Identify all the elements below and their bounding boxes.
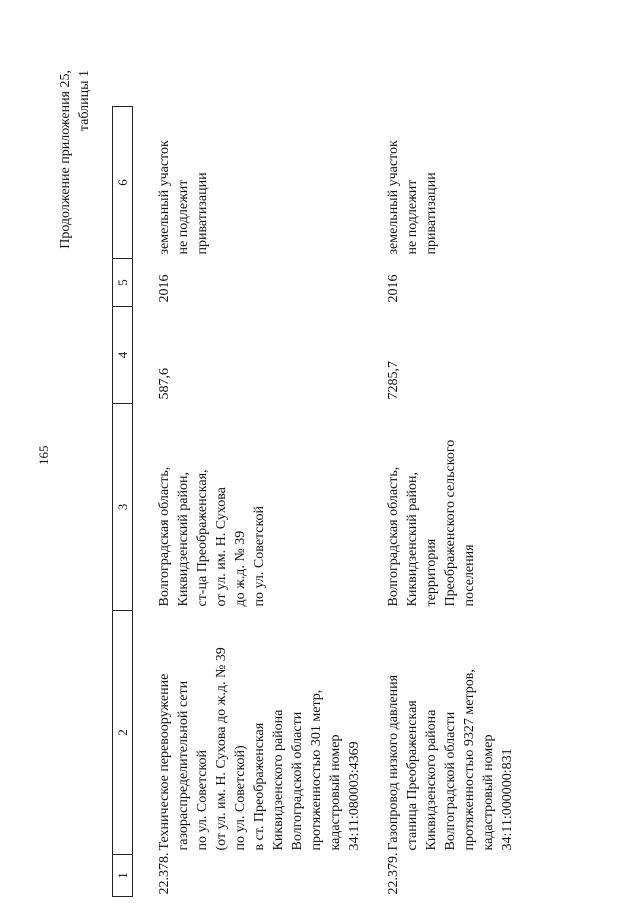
note-line: земельный участок bbox=[157, 140, 172, 255]
note-line: приватизации bbox=[424, 172, 439, 255]
object-name-line: кадастровый номер bbox=[481, 734, 496, 851]
address-line: до ж.д. № 39 bbox=[233, 530, 248, 607]
note-line: не подлежит bbox=[176, 179, 191, 255]
column-header-2: 2 bbox=[113, 611, 133, 855]
object-name-line: Киквидзенского района bbox=[271, 709, 286, 851]
table-row bbox=[364, 107, 517, 897]
address-line: Киквидзенский район, bbox=[405, 472, 420, 607]
row-number: 22.379. bbox=[386, 852, 401, 895]
object-name-line: (от ул. им. Н. Сухова до ж.д. № 39 bbox=[214, 647, 229, 851]
object-address bbox=[133, 404, 365, 611]
property-table bbox=[112, 106, 517, 897]
address-line: Преображенского сельского bbox=[443, 439, 458, 607]
object-name bbox=[133, 611, 365, 855]
object-name-line: газораспределительной сети bbox=[176, 680, 191, 851]
object-value: 7285,7 bbox=[386, 361, 401, 400]
row-number: 22.378. bbox=[157, 852, 172, 895]
object-name-line: Газопровод низкого давления bbox=[386, 674, 401, 851]
object-address bbox=[364, 404, 517, 611]
address-line: поселения bbox=[462, 544, 477, 607]
object-name-line: по ул. Советской) bbox=[233, 745, 248, 851]
object-name-line: станица Преображенская bbox=[405, 700, 420, 851]
page-number: 165 bbox=[36, 445, 51, 465]
column-header-4: 4 bbox=[113, 307, 133, 404]
object-note bbox=[364, 107, 517, 259]
continuation-line-2: таблицы 1 bbox=[77, 70, 92, 132]
object-name-line: кадастровый номер bbox=[328, 734, 343, 851]
object-name-line: Киквидзенского района bbox=[424, 709, 439, 851]
object-value: 587,6 bbox=[157, 368, 172, 400]
object-name-line: Техническое перевооружение bbox=[157, 673, 172, 851]
continuation-header bbox=[56, 70, 94, 330]
address-line: Волгоградская область, bbox=[386, 466, 401, 607]
address-line: от ул. им. Н. Сухова bbox=[214, 487, 229, 607]
column-header-1: 1 bbox=[113, 855, 133, 897]
address-line: территория bbox=[424, 538, 439, 607]
object-name-line: 34:11:080003:4369 bbox=[347, 741, 362, 851]
object-year: 2016 bbox=[157, 274, 172, 303]
column-header-5: 5 bbox=[113, 259, 133, 307]
table-row bbox=[133, 107, 365, 897]
note-line: приватизации bbox=[195, 172, 210, 255]
table-header-row bbox=[113, 107, 133, 897]
object-year: 2016 bbox=[386, 274, 401, 303]
column-header-6: 6 bbox=[113, 107, 133, 259]
object-name-line: Волгоградской области bbox=[290, 711, 305, 851]
object-name-line: Волгоградской области bbox=[443, 711, 458, 851]
object-name-line: протяженностью 301 метр, bbox=[309, 689, 324, 851]
address-line: Киквидзенский район, bbox=[176, 472, 191, 607]
address-line: Волгоградская область, bbox=[157, 466, 172, 607]
column-header-3: 3 bbox=[113, 404, 133, 611]
address-line: по ул. Советской bbox=[252, 505, 267, 607]
address-line: ст-ца Преображенская, bbox=[195, 469, 210, 607]
object-name bbox=[364, 611, 517, 855]
note-line: не подлежит bbox=[405, 179, 420, 255]
object-name-line: в ст. Преображенская bbox=[252, 722, 267, 851]
object-name-line: 34:11:000000:831 bbox=[500, 748, 515, 851]
object-note bbox=[133, 107, 365, 259]
object-name-line: протяженностью 9327 метров, bbox=[462, 669, 477, 851]
note-line: земельный участок bbox=[386, 140, 401, 255]
continuation-line-1: Продолжение приложения 25, bbox=[58, 70, 73, 249]
object-name-line: по ул. Советской bbox=[195, 749, 210, 851]
